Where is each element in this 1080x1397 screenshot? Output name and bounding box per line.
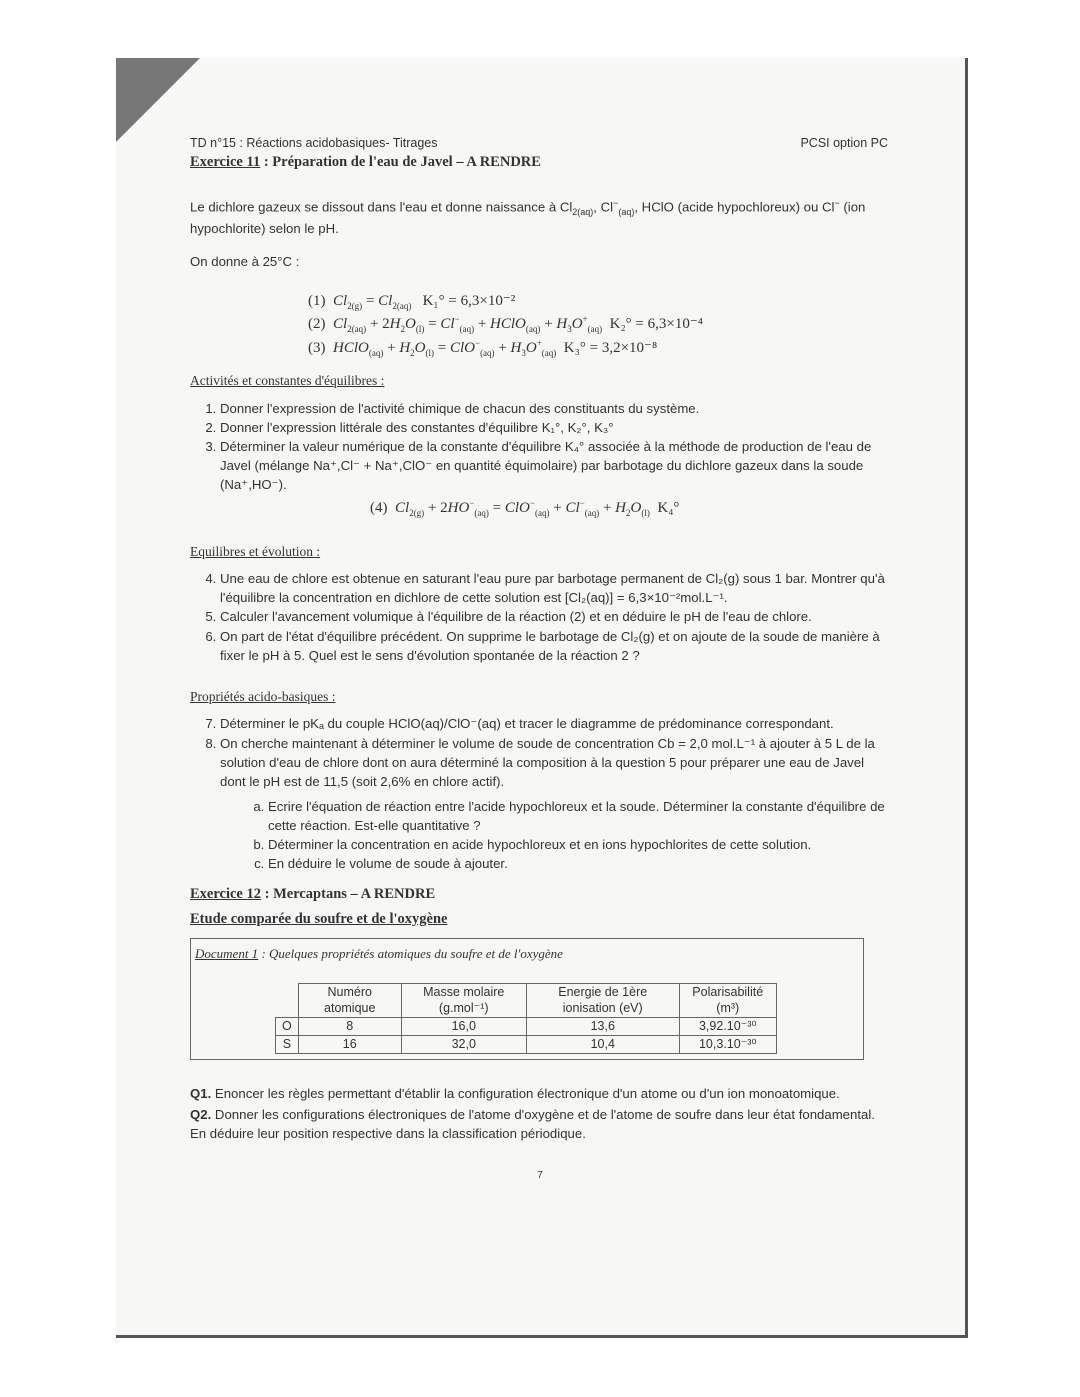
exercise-12-title: Exercice 12 : Mercaptans – A RENDRE <box>190 885 436 902</box>
col-ionization-energy: Energie de 1ère ionisation (eV) <box>526 983 679 1018</box>
document-1-caption: Document 1 : Quelques propriétés atomiques du soufre et de l'oxygène <box>195 945 563 961</box>
exercise-11-intro: Le dichlore gazeux se dissout dans l'eau et donne naissance à $Cl_{2(aq)}$, $Cl^-_{(aq)}$, HClO (acide hypochloreux) ou Cl− (ion hypochlorite) selon le pH. <box>190 198 866 237</box>
document-1-box <box>190 938 864 1060</box>
page-number: 7 <box>537 1170 543 1182</box>
table-header-row <box>276 983 777 1018</box>
col-atomic-number: Numéro atomique <box>298 983 401 1018</box>
question-8-subparts <box>190 797 890 874</box>
equilibrium-equations <box>308 290 890 362</box>
exercise-12-q1: Q1. Enoncer les règles permettant d'établir la configuration électronique d'un atome ou d'un ion monoatomique. <box>190 1085 840 1101</box>
section-equilibria: Equilibres et évolution : <box>190 543 321 559</box>
table-row: O 8 16,0 13,6 3,92.10⁻³⁰ <box>276 1018 777 1036</box>
document-page <box>190 134 890 1184</box>
question-4: 4. Une eau de chlore est obtenue en saturant l'eau pure par barbotage permanent de Cl₂(g) sous 1 bar. Montrer qu'à l'équilibre la concentration en dichlore de cette solution est [Cl₂(aq)] = 6,3×10⁻²mol.L⁻¹. <box>220 569 890 607</box>
questions-acid-base <box>190 714 890 791</box>
questions-equilibria <box>190 569 890 665</box>
equation-4: (4) $Cl_{2(g)} + 2HO^-_{(aq)} = ClO^-_{(aq)} + Cl^-_{(aq)} + H_2O_{(l)}$ K₄° <box>370 497 680 518</box>
col-molar-mass: Masse molaire (g.mol⁻¹) <box>401 983 526 1018</box>
question-8: 8. On cherche maintenant à déterminer le volume de soude de concentration Cb = 2,0 mol.L⁻¹ à ajouter à 5 L de la solution d'eau de chlore dont on aura déterminé la composition à la question 5 pour préparer une eau de Javel dont le pH est de 11,5 (soit 2,6% en chlore actif). <box>220 734 890 791</box>
section-activities: Activités et constantes d'équilibres : <box>190 373 385 389</box>
question-6: 6. On part de l'état d'équilibre précédent. On supprime le barbotage de Cl₂(g) et on ajoute de la soude de manière à fixer le pH à 5. Quel est le sens d'évolution spontanée de la réaction 2 ? <box>220 627 890 665</box>
col-polarizability: Polarisabilité (m³) <box>679 983 776 1018</box>
given-conditions: On donne à 25°C : <box>190 254 300 270</box>
question-8b: b. Déterminer la concentration en acide hypochloreux et en ions hypochlorites de cette solution. <box>268 835 890 854</box>
page-header <box>190 134 890 152</box>
folded-corner <box>116 58 200 142</box>
header-class: PCSI option PC <box>800 136 888 150</box>
exercise-11-title: Exercice 11 : Préparation de l'eau de Javel – A RENDRE <box>190 154 541 171</box>
atomic-properties-table <box>275 983 777 1055</box>
exercise-12-q2: Q2. Donner les configurations électroniques de l'atome d'oxygène et de l'atome de soufre dans leur état fondamental. En déduire leur position respective dans la classification périodique. <box>190 1106 875 1141</box>
question-5: 5. Calculer l'avancement volumique à l'équilibre de la réaction (2) et en déduire le pH de l'eau de chlore. <box>220 607 890 626</box>
header-course: TD n°15 : Réactions acidobasiques- Titrages <box>190 136 438 150</box>
equation-3: (3) HClO$_{(aq)}$ + $H_2O_{(l)} = ClO^-_{(aq)} + H_3O^+_{(aq)}$ K₃° = 3,2×10⁻⁸ <box>308 338 658 359</box>
questions-activities <box>190 399 890 495</box>
equation-1: (1) $Cl_{2(g)} = Cl_{2(aq)}$ K₁° = 6,3×10⁻² <box>308 292 516 311</box>
table-row: S 16 32,0 10,4 10,3.10⁻³⁰ <box>276 1036 777 1054</box>
section-acid-base: Propriétés acido-basiques : <box>190 688 336 704</box>
question-8c: c. En déduire le volume de soude à ajouter. <box>268 854 890 873</box>
question-8a: a. Ecrire l'équation de réaction entre l'acide hypochloreux et la soude. Déterminer la constante d'équilibre de cette réaction. Est-elle quantitative ? <box>268 797 890 835</box>
question-3: 3. Déterminer la valeur numérique de la constante d'équilibre K₄° associée à la méthode de production de l'eau de Javel (mélange Na⁺,Cl⁻ + Na⁺,ClO⁻ en quantité équimolaire) par barbotage du dichlore gazeux dans la soude (Na⁺,HO⁻). <box>220 437 890 494</box>
equation-2: (2) $Cl_{2(aq)} + 2H_2O_{(l)} = Cl^-_{(aq)}$ + HClO$_{(aq)}$ + $H_3O^+_{(aq)}$ K₂° = 6,3×10⁻⁴ <box>308 314 704 335</box>
question-2: 2. Donner l'expression littérale des constantes d'équilibre K₁°, K₂°, K₃° <box>220 418 890 437</box>
question-7: 7. Déterminer le pKₐ du couple HClO(aq)/ClO⁻(aq) et tracer le diagramme de prédominance correspondant. <box>220 714 890 733</box>
exercise-12-subtitle: Etude comparée du soufre et de l'oxygène <box>190 910 448 927</box>
question-1: 1. Donner l'expression de l'activité chimique de chacun des constituants du système. <box>220 399 890 418</box>
